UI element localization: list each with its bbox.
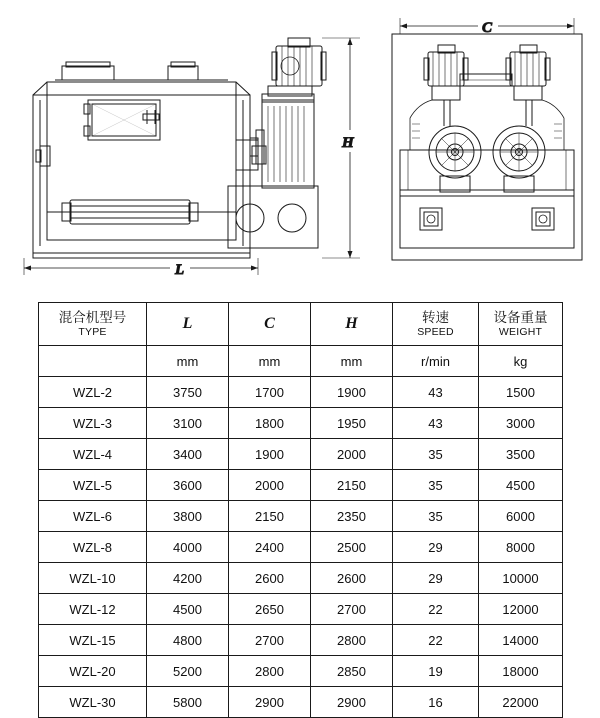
dimension-lines-left [24, 38, 360, 275]
cell-weight: 1500 [479, 377, 563, 408]
cell-length: 4200 [147, 563, 229, 594]
table-row [39, 532, 563, 563]
front-elevation-group [33, 38, 326, 258]
cell-height: 2000 [311, 439, 393, 470]
cell-type: WZL-20 [39, 656, 147, 687]
table-row [39, 470, 563, 501]
table-body [39, 377, 563, 718]
header-speed-en: SPEED [417, 325, 454, 338]
cell-weight: 4500 [479, 470, 563, 501]
dimension-label-L: L [175, 262, 185, 278]
header-weight-en: WEIGHT [498, 325, 543, 338]
cell-width: 2700 [229, 625, 311, 656]
cell-type: WZL-2 [39, 377, 147, 408]
header-height-symbol: H [345, 314, 358, 332]
cell-speed: 29 [393, 532, 479, 563]
cell-height: 2500 [311, 532, 393, 563]
cell-speed: 16 [393, 687, 479, 718]
cell-type: WZL-30 [39, 687, 147, 718]
table-row [39, 377, 563, 408]
cell-weight: 6000 [479, 501, 563, 532]
cell-width: 2800 [229, 656, 311, 687]
table-unit-row [39, 346, 563, 377]
dimension-label-C: C [482, 20, 493, 36]
cell-height: 1900 [311, 377, 393, 408]
cell-type: WZL-15 [39, 625, 147, 656]
cell-height: 2700 [311, 594, 393, 625]
table-row [39, 594, 563, 625]
header-length [147, 303, 229, 346]
cell-length: 4800 [147, 625, 229, 656]
cell-type: WZL-4 [39, 439, 147, 470]
cell-weight: 18000 [479, 656, 563, 687]
unit-length: mm [147, 346, 229, 377]
cell-length: 3100 [147, 408, 229, 439]
cell-width: 1800 [229, 408, 311, 439]
cell-weight: 22000 [479, 687, 563, 718]
header-type-en: TYPE [78, 325, 107, 338]
cell-length: 3800 [147, 501, 229, 532]
cell-width: 1900 [229, 439, 311, 470]
cell-length: 3400 [147, 439, 229, 470]
cell-width: 2400 [229, 532, 311, 563]
cell-speed: 22 [393, 625, 479, 656]
cell-height: 2350 [311, 501, 393, 532]
cell-width: 2600 [229, 563, 311, 594]
cell-height: 2900 [311, 687, 393, 718]
cell-width: 2650 [229, 594, 311, 625]
header-type [39, 303, 147, 346]
cell-speed: 35 [393, 439, 479, 470]
header-speed-cn: 转速 [422, 310, 449, 326]
machine-drawing-svg [0, 0, 600, 292]
dimension-label-H: H [342, 135, 354, 151]
unit-type-blank [39, 346, 147, 377]
cell-type: WZL-3 [39, 408, 147, 439]
cell-type: WZL-6 [39, 501, 147, 532]
cell-speed: 35 [393, 501, 479, 532]
cell-weight: 3500 [479, 439, 563, 470]
unit-height: mm [311, 346, 393, 377]
cell-weight: 14000 [479, 625, 563, 656]
cell-speed: 29 [393, 563, 479, 594]
cell-speed: 35 [393, 470, 479, 501]
table-header-row [39, 303, 563, 346]
unit-speed: r/min [393, 346, 479, 377]
cell-height: 2800 [311, 625, 393, 656]
cell-length: 4500 [147, 594, 229, 625]
cell-height: 2150 [311, 470, 393, 501]
cell-type: WZL-12 [39, 594, 147, 625]
cell-type: WZL-5 [39, 470, 147, 501]
cell-type: WZL-10 [39, 563, 147, 594]
cell-length: 5800 [147, 687, 229, 718]
specification-table [38, 302, 563, 718]
cell-speed: 43 [393, 408, 479, 439]
cell-speed: 43 [393, 377, 479, 408]
header-length-symbol: L [182, 314, 193, 332]
table-row [39, 687, 563, 718]
cell-height: 2600 [311, 563, 393, 594]
plan-view-group [392, 34, 582, 260]
cell-weight: 3000 [479, 408, 563, 439]
table-row [39, 656, 563, 687]
cell-type: WZL-8 [39, 532, 147, 563]
unit-width: mm [229, 346, 311, 377]
cell-length: 5200 [147, 656, 229, 687]
cell-width: 1700 [229, 377, 311, 408]
table-row [39, 501, 563, 532]
cell-speed: 22 [393, 594, 479, 625]
cell-length: 3750 [147, 377, 229, 408]
cell-length: 4000 [147, 532, 229, 563]
header-width-symbol: C [264, 314, 275, 332]
cell-width: 2900 [229, 687, 311, 718]
table-row [39, 563, 563, 594]
cell-width: 2150 [229, 501, 311, 532]
table-row [39, 625, 563, 656]
cell-weight: 10000 [479, 563, 563, 594]
cell-speed: 19 [393, 656, 479, 687]
table-header [39, 303, 563, 377]
header-width [229, 303, 311, 346]
cell-length: 3600 [147, 470, 229, 501]
cell-width: 2000 [229, 470, 311, 501]
unit-weight: kg [479, 346, 563, 377]
cell-weight: 8000 [479, 532, 563, 563]
header-weight [479, 303, 563, 346]
table-row [39, 439, 563, 470]
header-type-cn: 混合机型号 [58, 310, 127, 326]
table-row [39, 408, 563, 439]
specification-table-container [38, 302, 562, 718]
header-height [311, 303, 393, 346]
header-weight-cn: 设备重量 [493, 310, 548, 326]
cell-height: 2850 [311, 656, 393, 687]
header-speed [393, 303, 479, 346]
cell-weight: 12000 [479, 594, 563, 625]
technical-drawing-area [0, 0, 600, 290]
cell-height: 1950 [311, 408, 393, 439]
